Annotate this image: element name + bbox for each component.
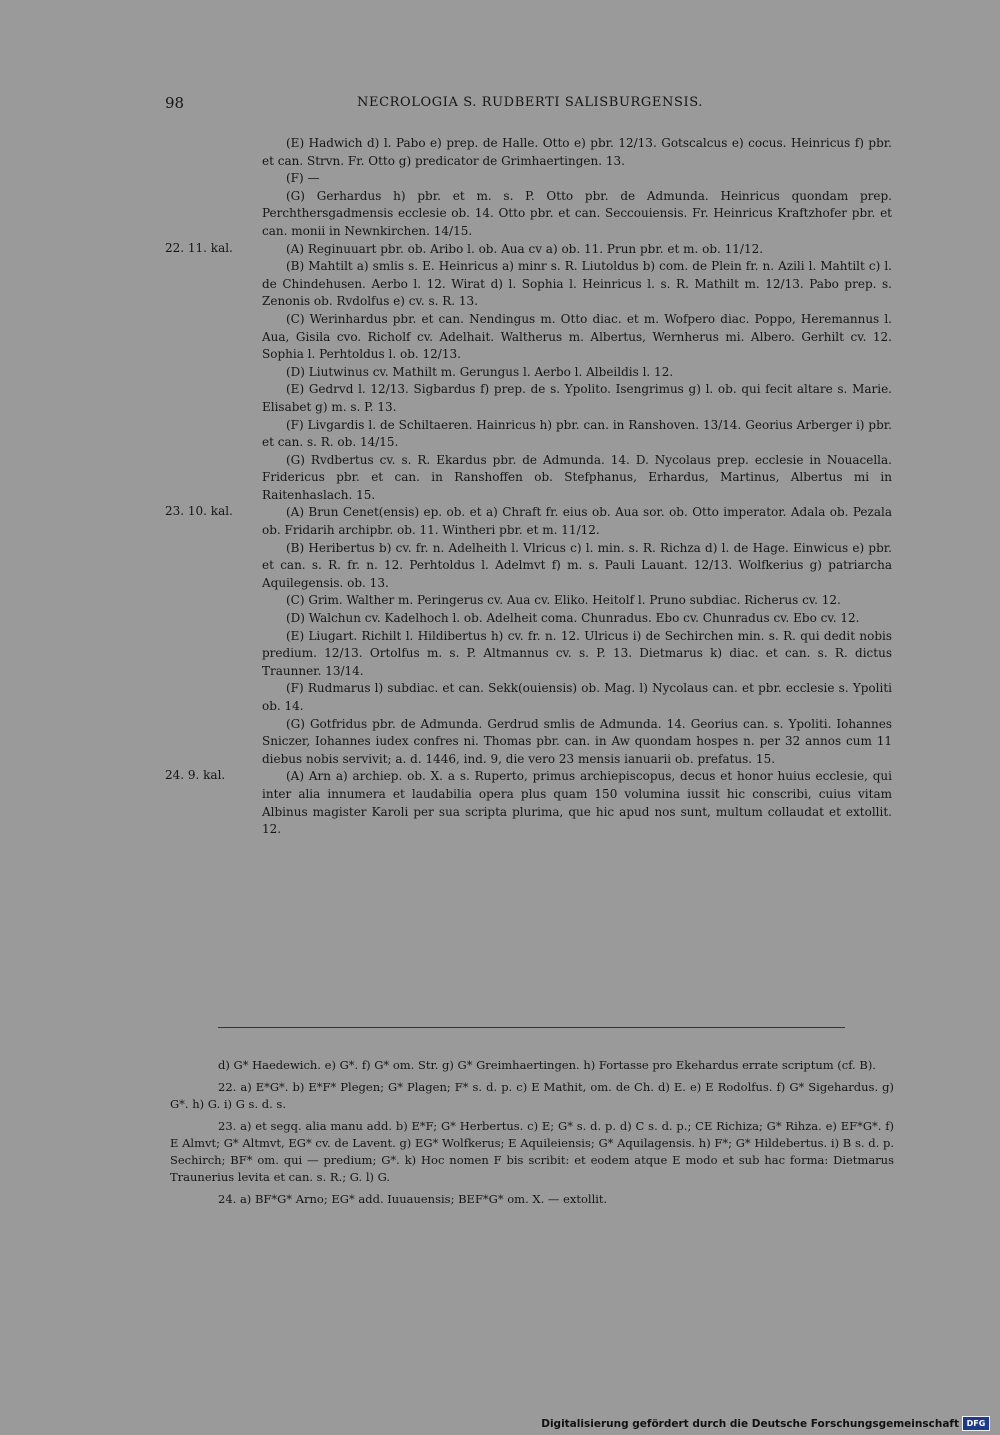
entry-paragraph: (E) Liugart. Richilt l. Hildibertus h) cv. fr. n. 12. Ulricus i) de Sechirchen min. s. R. qui dedit nobis predium. 12/13. Ortolfus m. s. P. Altmannus cv. s. P. 13. Dietmarus k) diac. et can. s. R. dictus Traunner. 13/14. bbox=[262, 628, 892, 678]
entry-paragraph: (A) Reginuuart pbr. ob. Aribo l. ob. Aua cv a) ob. 11. Prun pbr. et m. ob. 11/12. bbox=[286, 241, 764, 256]
footnote-block: 23. a) et segq. alia manu add. b) E*F; G* Herbertus. c) E; G* s. d. p. d) C s. d. p.; CE Richiza; G* Rihza. e) EF*G*. f) E Almvt; G* Altmvt, EG* cv. de Lavent. g) EG* Wolfkerus; E Aquileiensis; G* Aquilagensis. h) F*; G* Hildebertus. i) B s. d. p. Sechirch; BF* om. qui — predium; G*. k) Hoc nomen F bis scribit: et eodem atque E modo et sub hac forma: Dietmarus Traunerius levita et can. s. R.; G. l) G. bbox=[170, 1119, 894, 1184]
entry-day-22 bbox=[165, 240, 892, 505]
running-title: NECROLOGIA S. RUDBERTI SALISBURGENSIS. bbox=[357, 95, 703, 110]
entry-day-24 bbox=[165, 768, 892, 838]
entry-paragraph: (G) Gerhardus h) pbr. et m. s. P. Otto pbr. de Admunda. Heinricus quondam prep. Perchthersgadmensis ecclesie ob. 14. Otto pbr. et can. Seccouiensis. Fr. Heinricus Kraftzhofer pbr. et can. monii in Newnkirchen. 14/15. bbox=[262, 188, 892, 238]
entry-paragraph: (B) Heribertus b) cv. fr. n. Adelheith l. Vlricus c) l. min. s. R. Richza d) l. de Hage. Einwicus e) pbr. et can. s. R. fr. n. 12. Perhtoldus l. Adelmvt f) m. s. Pauli Lauant. 12/13. Wolfkerius g) patriarcha Aquilegensis. ob. 13. bbox=[262, 540, 892, 590]
dfg-logo-icon: DFG bbox=[962, 1416, 990, 1431]
necrology-text bbox=[165, 135, 892, 839]
attribution-text: Digitalisierung gefördert durch die Deutsche Forschungsgemeinschaft bbox=[541, 1417, 959, 1430]
entry-paragraph: (A) Arn a) archiep. ob. X. a s. Ruperto, primus archiepiscopus, decus et honor huius ecclesie, qui inter alia innumera et laudabilia opera plus quam 150 volumina iussit hic conscribi, cuius vitam Albinus magister Karoli per sua scripta plurima, que hic apud nos sunt, multum collaudat et extollit. 12. bbox=[262, 769, 892, 837]
entry-paragraph: (G) Rvdbertus cv. s. R. Ekardus pbr. de Admunda. 14. D. Nycolaus prep. ecclesie in Nouacella. Fridericus pbr. et can. in Ranshoffen ob. Stefphanus, Erhardus, Martinus, Albertus mi in Raitenhaslach. 15. bbox=[262, 452, 892, 502]
entry-paragraph: (B) Mahtilt a) smlis s. E. Heinricus a) minr s. R. Liutoldus b) com. de Plein fr. n. Azili l. Mahtilt c) l. de Chindehusen. Aerbo l. 12. Wirat d) l. Sophia l. Heinricus l. s. R. Mathilt m. 12/13. Pabo prep. s. Zenonis ob. Rvdolfus e) cv. s. R. 13. bbox=[262, 259, 892, 309]
entry-paragraph: (F) Livgardis l. de Schiltaeren. Hainricus h) pbr. can. in Ranshoven. 13/14. Georius Arberger i) pbr. et can. s. R. ob. 14/15. bbox=[262, 417, 892, 450]
entry-day-23 bbox=[165, 504, 892, 768]
footnote-block: 24. a) BF*G* Arno; EG* add. Iuuauensis; BEF*G* om. X. — extollit. bbox=[218, 1192, 608, 1206]
entry-date: 22. 11. kal. bbox=[165, 240, 233, 255]
footnote-block: 22. a) E*G*. b) E*F* Plegen; G* Plagen; F* s. d. p. c) E Mathit, om. de Ch. d) E. e) E Rodolfus. f) G* Sigehardus. g) G*. h) G. i) G s. d. s. bbox=[170, 1080, 894, 1111]
entry-paragraph: (C) Grim. Walther m. Peringerus cv. Aua cv. Eliko. Heitolf l. Pruno subdiac. Richerus cv. 12. bbox=[286, 593, 841, 608]
entry-paragraph: (E) Gedrvd l. 12/13. Sigbardus f) prep. de s. Ypolito. Isengrimus g) l. ob. qui fecit altare s. Marie. Elisabet g) m. s. P. 13. bbox=[262, 382, 892, 414]
entry-paragraph: (F) — bbox=[286, 171, 320, 186]
entry-paragraph: (A) Brun Cenet(ensis) ep. ob. et a) Chraft fr. eius ob. Aua sor. ob. Otto imperator. Adala ob. Pezala ob. Fridarih archipbr. ob. 11. Wintheri pbr. et m. 11/12. bbox=[262, 505, 892, 538]
entry-paragraph: (C) Werinhardus pbr. et can. Nendingus m. Otto diac. et m. Wofpero diac. Poppo, Heremannus l. Aua, Gisila cvo. Richolf cv. Adelhait. Waltherus m. Albertus, Wernherus mi. Albero. Gerhilt cv. 12. Sophia l. Perhtoldus l. ob. 12/13. bbox=[262, 311, 892, 362]
footnote-separator bbox=[218, 1027, 845, 1028]
page-header bbox=[165, 94, 895, 118]
footnote-block: d) G* Haedewich. e) G*. f) G* om. Str. g) G* Greimhaertingen. h) Fortasse pro Ekehardus errate scriptum (cf. B). bbox=[218, 1058, 876, 1072]
entry-date: 23. 10. kal. bbox=[165, 504, 233, 519]
entry-date: 24. 9. kal. bbox=[165, 768, 226, 783]
entry-paragraph: (D) Liutwinus cv. Mathilt m. Gerungus l. Aerbo l. Albeildis l. 12. bbox=[286, 364, 674, 379]
entry-paragraph: (D) Walchun cv. Kadelhoch l. ob. Adelheit coma. Chunradus. Ebo cv. Chunradus cv. Ebo cv. 12. bbox=[286, 611, 860, 626]
entry-paragraph: (G) Gotfridus pbr. de Admunda. Gerdrud smlis de Admunda. 14. Georius can. s. Ypoliti. Iohannes Sniczer, Iohannes iudex confres ni. Thomas pbr. can. in Aw quondam hospes n. per 32 annos cum 11 diebus nobis servivit; a. d. 1446, ind. 9, die vero 23 mensis ianuarii ob. prefatus. 15. bbox=[262, 716, 892, 766]
dfg-attribution bbox=[541, 1416, 990, 1431]
entry-paragraph: (F) Rudmarus l) subdiac. et can. Sekk(ouiensis) ob. Mag. l) Nycolaus can. et pbr. ecclesie s. Ypoliti ob. 14. bbox=[262, 681, 892, 713]
entry-paragraph: (E) Hadwich d) l. Pabo e) prep. de Halle. Otto e) pbr. 12/13. Gotscalcus e) cocus. Heinricus f) pbr. et can. Strvn. Fr. Otto g) predicator de Grimhaertingen. 13. bbox=[262, 136, 892, 168]
page-number: 98 bbox=[165, 94, 185, 112]
entry-continuation bbox=[262, 135, 892, 241]
footnotes bbox=[170, 1057, 894, 1213]
